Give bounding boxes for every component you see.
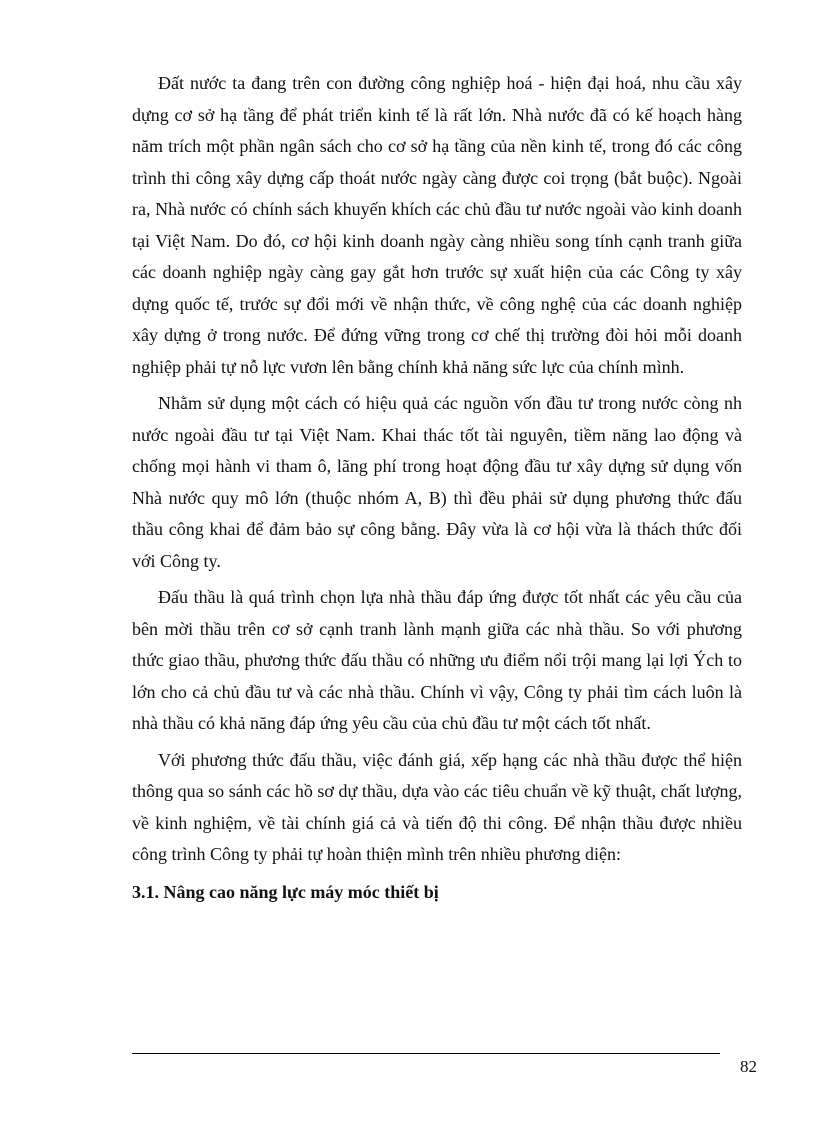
footer-divider [132, 1053, 720, 1054]
page-number: 82 [740, 1057, 757, 1076]
body-paragraph: Nhằm sử dụng một cách có hiệu quả các nguồn vốn đầu tư trong nước còng nh nước ngoài đầu tư tại Việt Nam. Khai thác tốt tài nguyên, tiềm năng lao động và chống mọi hành vi tham ô, lãng phí trong hoạt động đầu tư xây dựng sử dụng vốn Nhà nước quy mô lớn (thuộc nhóm A, B) thì đều phải sử dụng phương thức đấu thầu công khai để đảm bảo sự công bằng. Đây vừa là cơ hội vừa là thách thức đối với Công ty. [132, 393, 742, 571]
body-paragraph: Đất nước ta đang trên con đường công nghiệp hoá - hiện đại hoá, nhu cầu xây dựng cơ sở hạ tầng để phát triển kinh tế là rất lớn. Nhà nước đã có kế hoạch hàng năm trích một phần ngân sách cho cơ sở hạ tầng của nền kinh tế, trong đó các công trình thi công xây dựng cấp thoát nước ngày càng được coi trọng (bắt buộc). Ngoài ra, Nhà nước có chính sách khuyến khích các chủ đầu tư nước ngoài vào kinh doanh tại Việt Nam. Do đó, cơ hội kinh doanh ngày càng nhiều song tính cạnh tranh giữa các doanh nghiệp ngày càng gay gắt hơn trước sự xuất hiện của các Công ty xây dựng quốc tế, trước sự đổi mới về nhận thức, về công nghệ của các doanh nghiệp xây dựng ở trong nước. Để đứng vững trong cơ chế thị trường đòi hỏi mỗi doanh nghiệp phải tự nỗ lực vươn lên bằng chính khả năng sức lực của chính mình. [132, 73, 742, 377]
body-paragraph: Với phương thức đấu thầu, việc đánh giá, xếp hạng các nhà thầu được thể hiện thông qua so sánh các hồ sơ dự thầu, dựa vào các tiêu chuẩn về kỹ thuật, chất lượng, về kinh nghiệm, về tài chính giá cả và tiến độ thi công. Để nhận thầu được nhiều công trình Công ty phải tự hoàn thiện mình trên nhiều phương diện: [132, 749, 742, 864]
body-paragraph: Đấu thầu là quá trình chọn lựa nhà thầu đáp ứng được tốt nhất các yêu cầu của bên mời thầu trên cơ sở cạnh tranh lành mạnh giữa các nhà thầu. So với phương thức giao thầu, phương thức đấu thầu có những ưu điểm nổi trội mang lại lợi Ých to lớn cho cả chủ đầu tư và các nhà thầu. Chính vì vậy, Công ty phải tìm cách luôn là nhà thầu có khả năng đáp ứng yêu cầu của chủ đầu tư một cách tốt nhất. [132, 587, 742, 733]
section-heading: 3.1. Nâng cao năng lực máy móc thiết bị [132, 881, 439, 902]
page-content [132, 68, 742, 908]
